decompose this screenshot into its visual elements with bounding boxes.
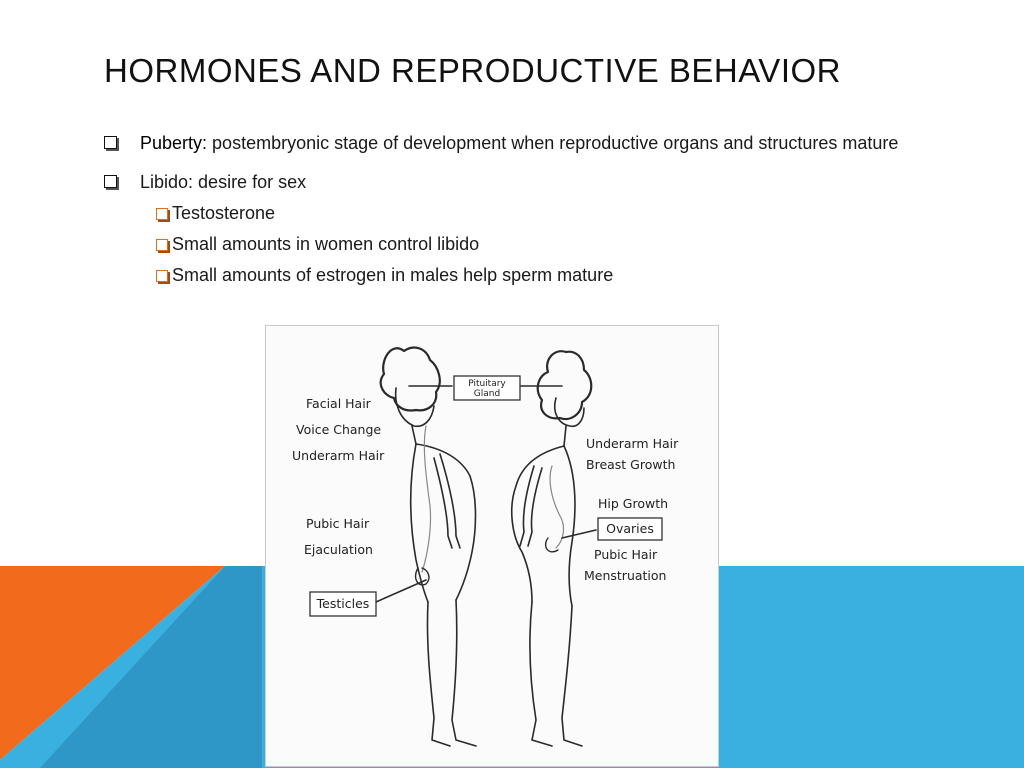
male-label: Underarm Hair xyxy=(292,448,385,463)
female-label: Pubic Hair xyxy=(594,547,658,562)
bullet-list xyxy=(103,130,923,291)
bullet-puberty xyxy=(103,130,923,157)
orange-checkbox-bullet-icon xyxy=(156,208,168,220)
diagram-drawing xyxy=(266,326,718,766)
orange-checkbox-bullet-icon xyxy=(156,239,168,251)
bullet-libido xyxy=(103,169,923,196)
sub-bullet xyxy=(156,198,923,229)
sub-bullet-text: Small amounts in women control libido xyxy=(172,234,480,254)
male-label: Pubic Hair xyxy=(306,516,370,531)
female-figure xyxy=(512,351,592,746)
checkbox-bullet-icon xyxy=(104,175,117,188)
testicles-label: Testicles xyxy=(316,596,370,611)
testicles-box xyxy=(310,592,376,616)
pituitary-gland-box xyxy=(454,376,520,400)
sub-bullet xyxy=(156,260,923,291)
pituitary-label-line2: Gland xyxy=(473,389,501,399)
female-label: Hip Growth xyxy=(598,496,669,511)
orange-checkbox-bullet-icon xyxy=(156,270,168,282)
male-label: Voice Change xyxy=(296,422,382,437)
ovaries-box xyxy=(598,518,662,540)
pointer-line xyxy=(562,530,596,538)
female-label: Underarm Hair xyxy=(586,436,679,451)
pituitary-label-line1: Pituitary xyxy=(468,379,506,389)
bullet-text: postembryonic stage of development when reproductive organs and structures mature xyxy=(207,133,899,153)
bullet-text: Libido: desire for sex xyxy=(140,172,307,192)
male-figure xyxy=(381,348,476,746)
checkbox-bullet-icon xyxy=(104,136,117,149)
sub-bullet-text: Testosterone xyxy=(172,203,276,223)
female-label: Breast Growth xyxy=(586,457,676,472)
sub-bullet-text: Small amounts of estrogen in males help sperm mature xyxy=(172,265,614,285)
sub-bullet xyxy=(156,229,923,260)
ovaries-label: Ovaries xyxy=(606,521,654,536)
male-label: Facial Hair xyxy=(306,396,371,411)
pointer-line xyxy=(376,580,426,602)
female-label: Menstruation xyxy=(584,568,667,583)
bullet-term: Puberty: xyxy=(140,133,208,153)
male-label: Ejaculation xyxy=(304,542,373,557)
slide-title: HORMONES AND REPRODUCTIVE BEHAVIOR xyxy=(104,52,841,89)
puberty-diagram xyxy=(265,325,719,767)
